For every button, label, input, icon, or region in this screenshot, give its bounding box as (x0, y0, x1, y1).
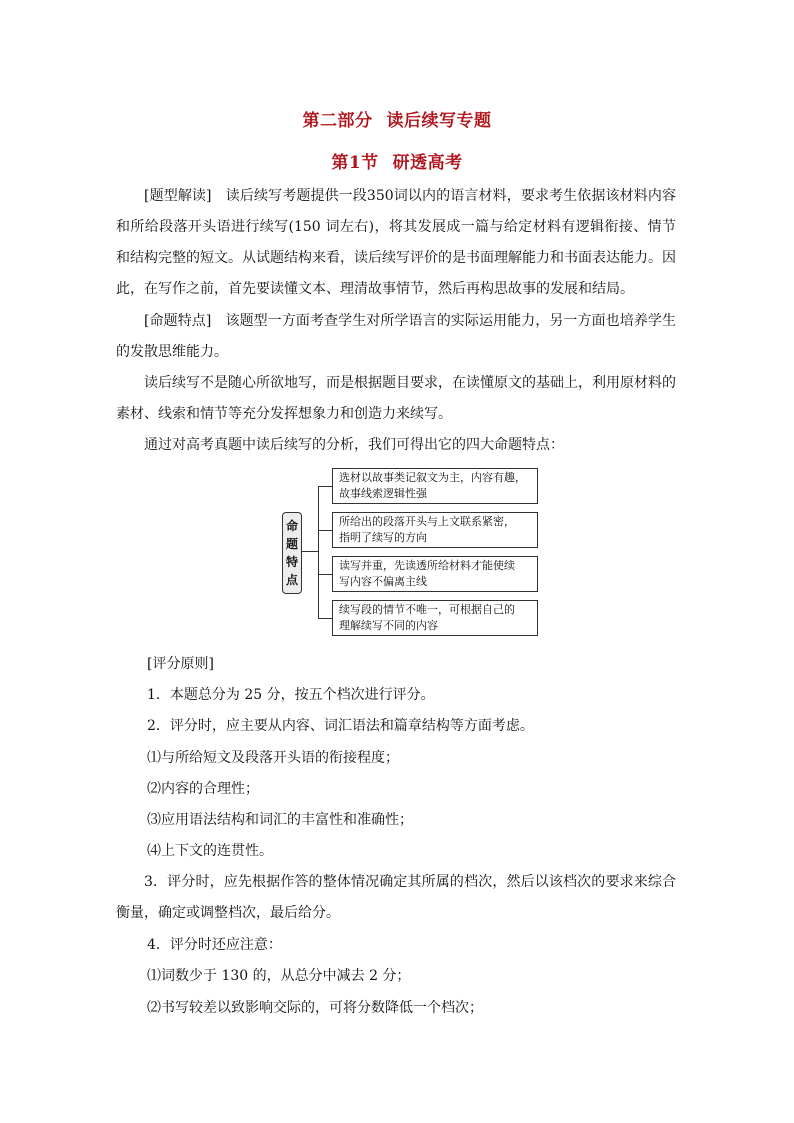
connector-line (302, 551, 318, 552)
scoring-subitem: ⑵书写较差以致影响交际的，可将分数降低一个档次； (147, 1000, 483, 1016)
continuation-paragraph: 读后续写不是随心所欲地写，而是根据题目要求，在读懂原文的基础上，利用原材料的素材、线索和情节等充分发挥想象力和创造力来续写。 (116, 375, 676, 422)
scoring-subitem: ⑷上下文的连贯性。 (147, 843, 273, 859)
root-char: 特 (285, 555, 298, 569)
node-line: 所给出的段落开头与上文联系紧密， (339, 515, 515, 528)
features-paragraph: [命题特点] 该题型一方面考查学生对所学语言的实际运用能力，另一方面也培养学生的发散思维能力。 (116, 313, 676, 360)
diagram-node (332, 600, 538, 636)
section-title (0, 148, 794, 173)
scoring-subitem: ⑵内容的合理性； (147, 781, 259, 797)
subtitle-part2: 研透高考 (392, 153, 463, 173)
node-line: 读写并重，先读透所给材料才能使续 (339, 559, 515, 572)
subtitle-part1: 第1节 (331, 153, 379, 173)
scoring-item: 3．评分时，应先根据作答的整体情况确定其所属的档次，然后以该档次的要求来综合衡量，确定或调整档次，最后给分。 (116, 874, 676, 921)
root-char: 点 (285, 573, 298, 587)
scoring-item: 2．评分时，应主要从内容、词汇语法和篇章结构等方面考虑。 (147, 718, 534, 734)
connector-line (318, 486, 332, 487)
node-line: 选材以故事类记叙文为主，内容有趣， (339, 471, 526, 484)
diagram-node (332, 556, 538, 592)
scoring-subitem: ⑶应用语法结构和词汇的丰富性和准确性； (147, 812, 413, 828)
scoring-item: 1．本题总分为 25 分，按五个档次进行评分。 (147, 687, 435, 703)
title-part2: 读后续写专题 (386, 111, 492, 131)
root-char: 命 (285, 519, 298, 533)
analysis-paragraph: 通过对高考真题中读后续写的分析，我们可得出它的四大命题特点： (144, 437, 564, 453)
page-title (0, 106, 794, 131)
scoring-subitem: ⑴与所给短文及段落开头语的衔接程度； (147, 750, 399, 766)
node-line: 写内容不偏离主线 (339, 575, 427, 588)
node-line: 指明了续写的方向 (339, 531, 427, 544)
question-type-paragraph: [题型解读] 读后续写考题提供一段350词以内的语言材料，要求考生依据该材料内容和所给段落开头语进行续写(150 词左右)，将其发展成一篇与给定材料有逻辑衔接、情节和结构完整的短文。从试题结构来看，读后续写评价的是书面理解能力和书面表达能力。因此，在写作之前，首先要读懂文本、理清故事情节，然后再构思故事的发展和结局。 (116, 188, 676, 297)
title-part1: 第二部分 (302, 111, 373, 131)
connector-line (318, 530, 332, 531)
root-char: 题 (285, 537, 298, 551)
diagram-root (282, 512, 302, 594)
scoring-heading: [评分原则] (147, 656, 214, 672)
connector-line (318, 486, 319, 618)
node-line: 续写段的情节不唯一，可根据自己的 (339, 603, 515, 616)
node-line: 故事线索逻辑性强 (339, 487, 427, 500)
features-diagram (280, 464, 542, 642)
scoring-subitem: ⑴词数少于 130 的，从总分中减去 2 分； (147, 968, 411, 984)
connector-line (318, 574, 332, 575)
connector-line (318, 618, 332, 619)
diagram-node (332, 512, 538, 548)
scoring-item: 4．评分时还应注意： (147, 937, 282, 953)
node-line: 理解续写不同的内容 (339, 619, 438, 632)
diagram-node (332, 468, 538, 504)
